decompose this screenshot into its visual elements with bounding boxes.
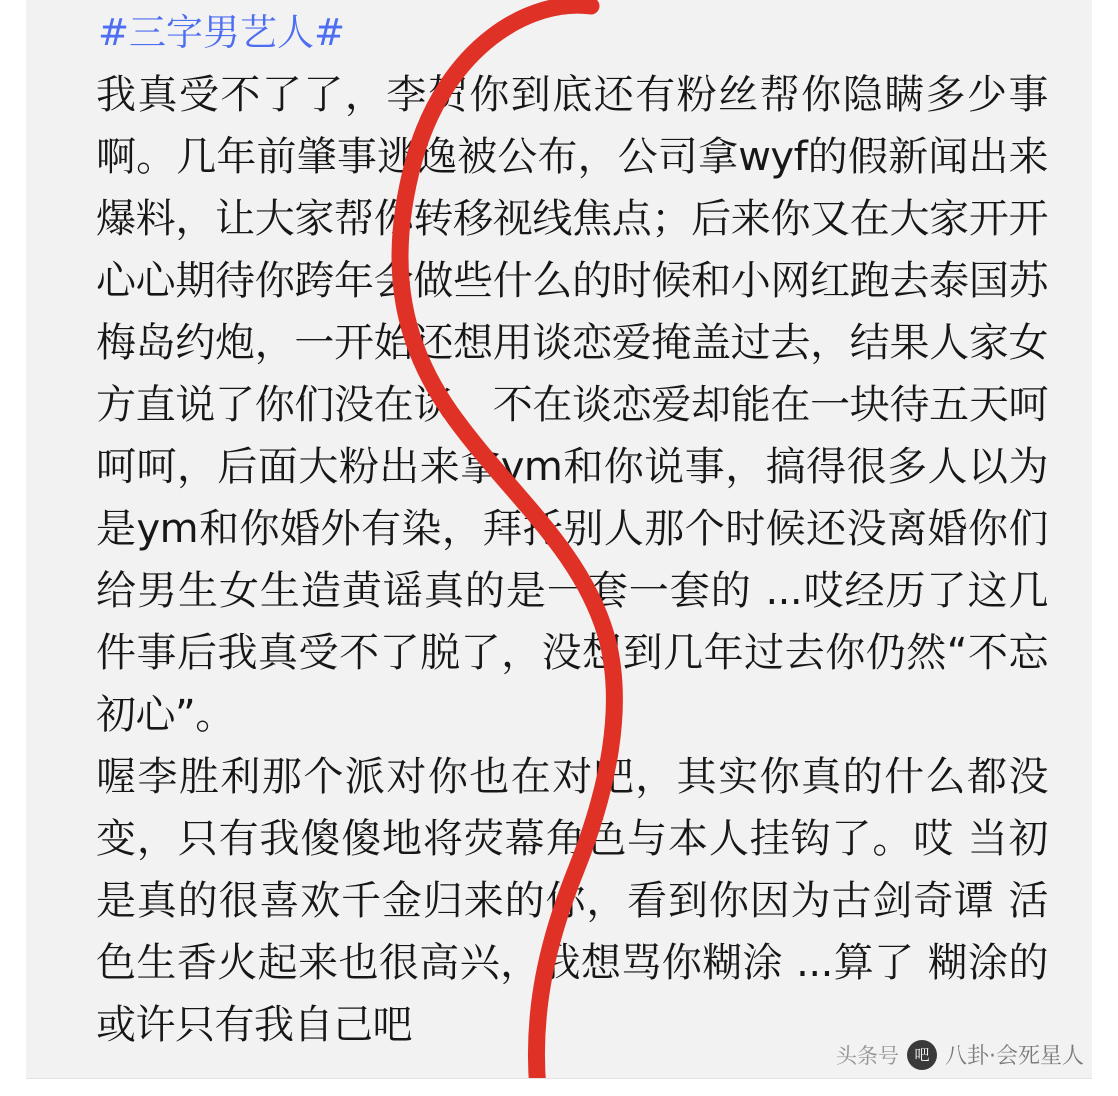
watermark-account-name: 八卦·会死星人 bbox=[945, 1044, 1084, 1069]
card-bottom-edge bbox=[26, 1078, 1092, 1096]
watermark bbox=[836, 1039, 1084, 1070]
page-right-margin bbox=[1092, 0, 1118, 1096]
post-paragraph-1: 我真受不了了，李贺你到底还有粉丝帮你隐瞒多少事啊。几年前肇事逃逸被公布，公司拿wyf的假新闻出来爆料，让大家帮你转移视线焦点；后来你又在大家开开心心期待你跨年会做些什么的时候和小网红跑去泰国苏梅岛约炮，一开始还想用谈恋爱掩盖过去，结果人家女方直说了你们没在谈，不在谈恋爱却能在一块待五天呵呵呵，后面大粉出来拿ym和你说事，搞得很多人以为是ym和你婚外有染，拜托别人那个时候还没离婚你们给男生女生造黄谣真的是一套一套的 ...哎经历了这几件事后我真受不了脱了，没想到几年过去你仍然“不忘初心”。 bbox=[96, 72, 1048, 738]
post-card bbox=[26, 0, 1092, 1096]
hashtag-link[interactable]: #三字男艺人# bbox=[98, 11, 346, 54]
page-left-margin bbox=[0, 0, 26, 1096]
watermark-avatar: 吧 bbox=[907, 1040, 937, 1070]
watermark-source-label: 头条号 bbox=[836, 1043, 899, 1068]
post-body bbox=[96, 64, 1048, 1056]
post-paragraph-2: 喔李胜利那个派对你也在对吧，其实你真的什么都没变，只有我傻傻地将荧幕角色与本人挂钩了。哎 当初是真的很喜欢千金归来的你，看到你因为古剑奇谭 活色生香火起来也很高兴，我想骂你糊涂 ...算了 糊涂的或许只有我自己吧 bbox=[96, 754, 1048, 1048]
